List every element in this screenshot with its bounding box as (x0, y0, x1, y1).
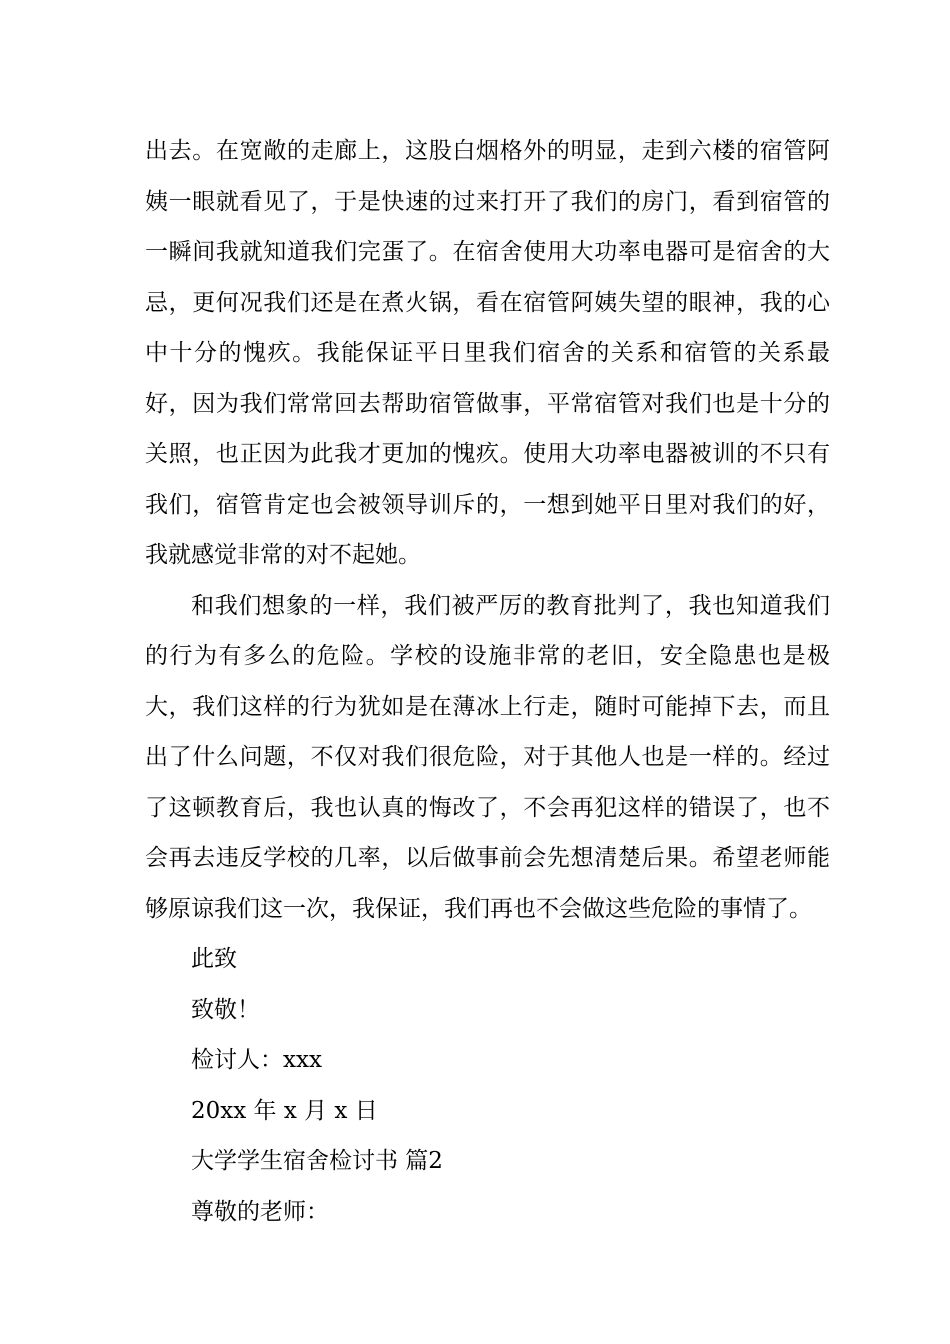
salute-line: 致敬！ (191, 996, 260, 1023)
section-title: 大学学生宿舍检讨书 篇2 (191, 1148, 443, 1174)
signer-line: 检讨人：xxx (191, 1047, 322, 1073)
date-line: 20xx 年 x 月 x 日 (191, 1097, 378, 1124)
document-body (145, 126, 830, 1237)
closing-line: 此致 (191, 946, 237, 972)
greeting-line: 尊敬的老师： (191, 1198, 329, 1225)
paragraph: 和我们想象的一样，我们被严厉的教育批判了，我也知道我们的行为有多么的危险。学校的设施非常的老旧，安全隐患也是极大，我们这样的行为犹如是在薄冰上行走，随时可能掉下去，而且出了什么问题，不仅对我们很危险，对于其他人也是一样的。经过了这顿教育后，我也认真的悔改了，不会再犯这样的错误了，也不会再去违反学校的几率，以后做事前会先想清楚后果。希望老师能够原谅我们这一次，我保证，我们再也不会做这些危险的事情了。 (145, 592, 830, 922)
paragraph-continued: 出去。在宽敞的走廊上，这股白烟格外的明显，走到六楼的宿管阿姨一眼就看见了，于是快速的过来打开了我们的房门，看到宿管的一瞬间我就知道我们完蛋了。在宿舍使用大功率电器可是宿舍的大忌，更何况我们还是在煮火锅，看在宿管阿姨失望的眼神，我的心中十分的愧疚。我能保证平日里我们宿舍的关系和宿管的关系最好，因为我们常常回去帮助宿管做事，平常宿管对我们也是十分的关照，也正因为此我才更加的愧疚。使用大功率电器被训的不只有我们，宿管肯定也会被领导训斥的，一想到她平日里对我们的好，我就感觉非常的对不起她。 (145, 138, 830, 568)
